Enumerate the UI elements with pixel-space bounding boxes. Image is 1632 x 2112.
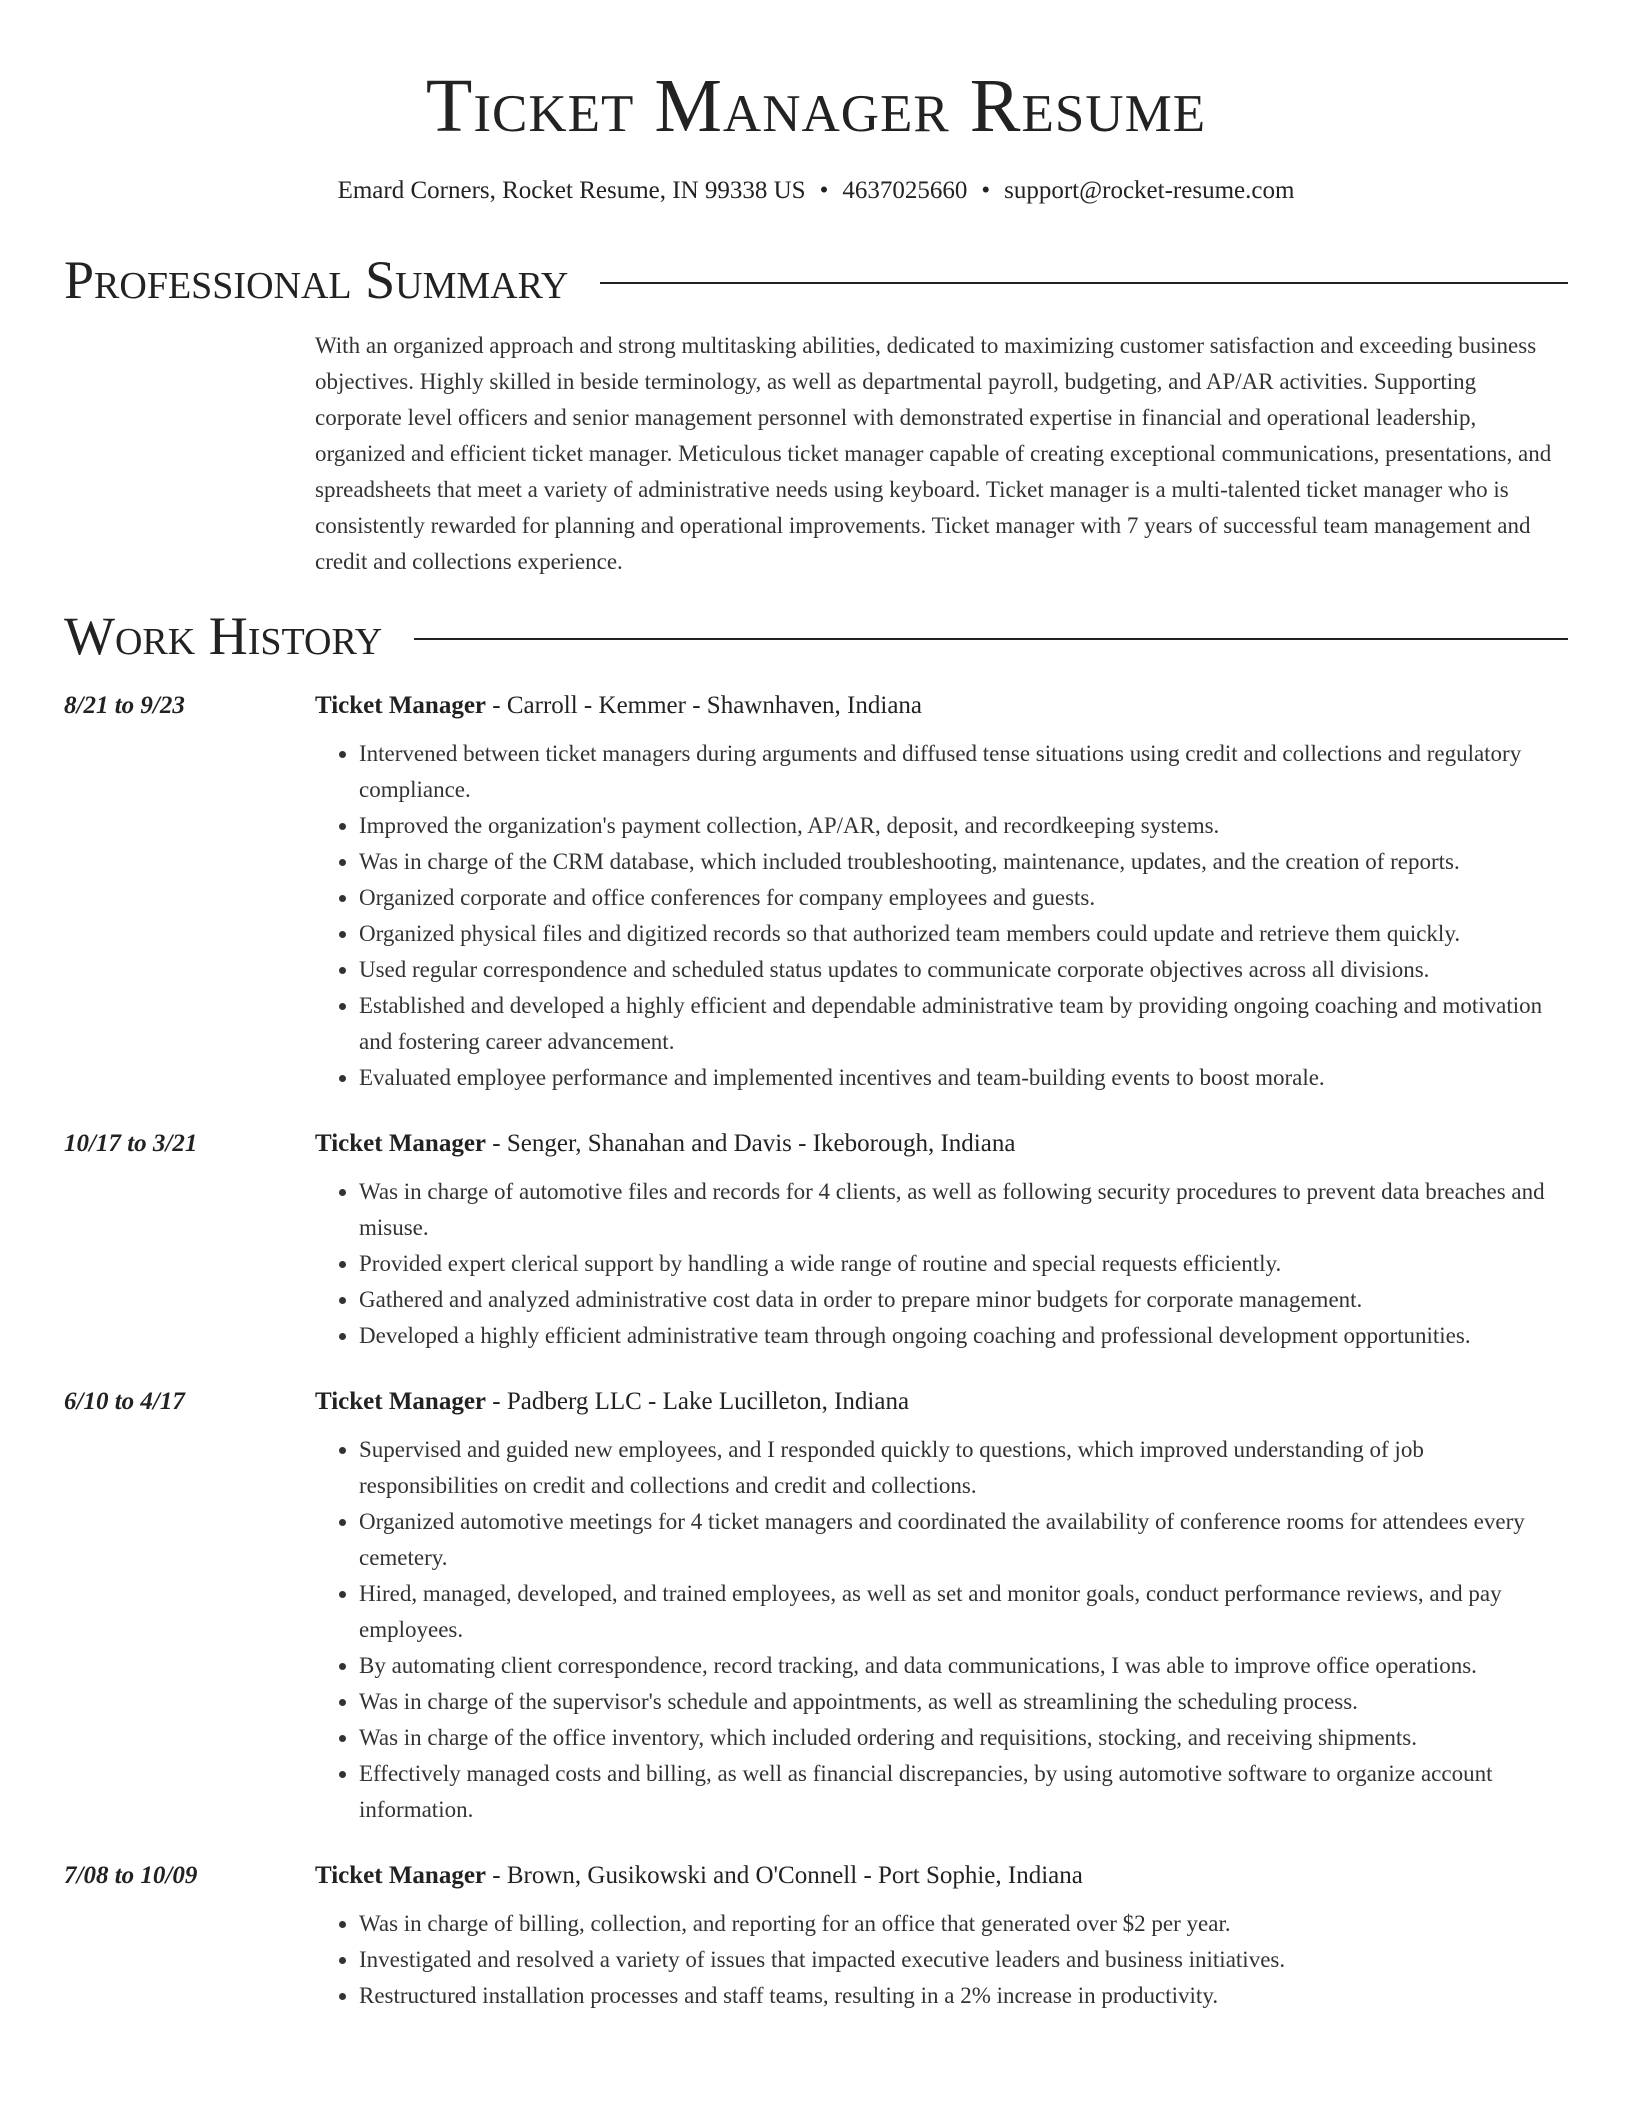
job-bullets <box>315 736 1568 1096</box>
job-bullet: • Used regular correspondence and scheduled status updates to communicate corporate objectives across all divisions. <box>359 952 1568 988</box>
job-bullet: • Evaluated employee performance and implemented incentives and team-building events to boost morale. <box>359 1060 1568 1096</box>
summary-section-header <box>64 248 1568 312</box>
job-bullet: • Effectively managed costs and billing, as well as financial discrepancies, by using automotive software to organize account information. <box>359 1756 1568 1828</box>
contact-address: Emard Corners, Rocket Resume, IN 99338 US <box>337 177 806 204</box>
job-title: Ticket Manager <box>315 1862 487 1889</box>
job-bullets <box>315 1174 1568 1354</box>
job-bullet: • Hired, managed, developed, and trained employees, as well as set and monitor goals, conduct performance reviews, and pay employees. <box>359 1576 1568 1648</box>
job-title: Ticket Manager <box>315 1130 487 1157</box>
job-entry <box>64 1124 1568 1354</box>
job-entry <box>64 1856 1568 2014</box>
job-title: Ticket Manager <box>315 1388 487 1415</box>
job-role-line <box>315 1382 1568 1422</box>
job-role-line <box>315 1124 1568 1164</box>
contact-line <box>64 174 1568 208</box>
job-bullet: • Investigated and resolved a variety of issues that impacted executive leaders and business initiatives. <box>359 1942 1568 1978</box>
job-bullet: • Restructured installation processes and staff teams, resulting in a 2% increase in productivity. <box>359 1978 1568 2014</box>
summary-text: With an organized approach and strong multitasking abilities, dedicated to maximizing customer satisfaction and exceeding business objectives. Highly skilled in beside terminology, as well as departmental payroll, budgeting, and AP/AR activities. Supporting corporate level officers and senior management personnel with demonstrated expertise in financial and operational leadership, organized and efficient ticket manager. Meticulous ticket manager capable of creating exceptional communications, presentations, and spreadsheets that meet a variety of administrative needs using keyboard. Ticket manager is a multi-talented ticket manager who is consistently rewarded for planning and operational improvements. Ticket manager with 7 years of successful team management and credit and collections experience. <box>315 333 1552 574</box>
job-bullet: • Organized automotive meetings for 4 ticket managers and coordinated the availability of conference rooms for attendees every cemetery. <box>359 1504 1568 1576</box>
job-bullet: • Was in charge of the office inventory, which included ordering and requisitions, stocking, and receiving shipments. <box>359 1720 1568 1756</box>
job-content <box>315 1856 1568 2014</box>
job-bullet: • Was in charge of automotive files and records for 4 clients, as well as following security procedures to prevent data breaches and misuse. <box>359 1174 1568 1246</box>
job-dates: 6/10 to 4/17 <box>64 1388 185 1415</box>
job-bullet: • Was in charge of the CRM database, which included troubleshooting, maintenance, updates, and the creation of reports. <box>359 844 1568 880</box>
job-entry <box>64 686 1568 1096</box>
job-details: - Brown, Gusikowski and O'Connell - Port Sophie, Indiana <box>486 1862 1083 1889</box>
section-divider <box>414 638 1568 640</box>
job-entry <box>64 1382 1568 1828</box>
job-content <box>315 1382 1568 1828</box>
job-bullet: • Intervened between ticket managers during arguments and diffused tense situations using credit and collections and regulatory compliance. <box>359 736 1568 808</box>
job-title: Ticket Manager <box>315 692 487 719</box>
work-heading: Work History <box>64 606 383 666</box>
summary-heading: Professional Summary <box>64 250 569 310</box>
work-section-header <box>64 604 1568 668</box>
job-bullet: • Established and developed a highly efficient and dependable administrative team by providing ongoing coaching and motivation and fostering career advancement. <box>359 988 1568 1060</box>
job-content <box>315 1124 1568 1354</box>
job-bullet: • Was in charge of the supervisor's schedule and appointments, as well as streamlining the scheduling process. <box>359 1684 1568 1720</box>
job-bullet: • Gathered and analyzed administrative cost data in order to prepare minor budgets for corporate management. <box>359 1282 1568 1318</box>
job-role-line <box>315 1856 1568 1896</box>
job-bullet: • Supervised and guided new employees, and I responded quickly to questions, which improved understanding of job responsibilities on credit and collections and credit and collections. <box>359 1432 1568 1504</box>
job-bullet: • Improved the organization's payment collection, AP/AR, deposit, and recordkeeping systems. <box>359 808 1568 844</box>
job-bullet: • Provided expert clerical support by handling a wide range of routine and special requests efficiently. <box>359 1246 1568 1282</box>
contact-email: support@rocket-resume.com <box>1004 177 1295 204</box>
resume-title: Ticket Manager Resume <box>425 64 1207 148</box>
job-bullet: • Organized physical files and digitized records so that authorized team members could update and retrieve them quickly. <box>359 916 1568 952</box>
contact-phone: 4637025660 <box>842 177 968 204</box>
job-dates: 7/08 to 10/09 <box>64 1862 198 1889</box>
job-bullet: • By automating client correspondence, record tracking, and data communications, I was able to improve office operations. <box>359 1648 1568 1684</box>
work-history-list <box>64 686 1568 2014</box>
section-divider <box>600 282 1568 284</box>
job-bullet: • Was in charge of billing, collection, and reporting for an office that generated over $2 per year. <box>359 1906 1568 1942</box>
job-bullet: • Developed a highly efficient administrative team through ongoing coaching and professional development opportunities. <box>359 1318 1568 1354</box>
job-details: - Senger, Shanahan and Davis - Ikeborough, Indiana <box>486 1130 1016 1157</box>
job-dates: 10/17 to 3/21 <box>64 1130 198 1157</box>
contact-separator: • <box>981 177 991 204</box>
job-details: - Padberg LLC - Lake Lucilleton, Indiana <box>486 1388 910 1415</box>
job-dates: 8/21 to 9/23 <box>64 692 185 719</box>
job-bullets <box>315 1432 1568 1828</box>
job-bullet: • Organized corporate and office conferences for company employees and guests. <box>359 880 1568 916</box>
job-details: - Carroll - Kemmer - Shawnhaven, Indiana <box>486 692 923 719</box>
job-bullets <box>315 1906 1568 2014</box>
job-role-line <box>315 686 1568 726</box>
contact-separator: • <box>819 177 829 204</box>
job-content <box>315 686 1568 1096</box>
